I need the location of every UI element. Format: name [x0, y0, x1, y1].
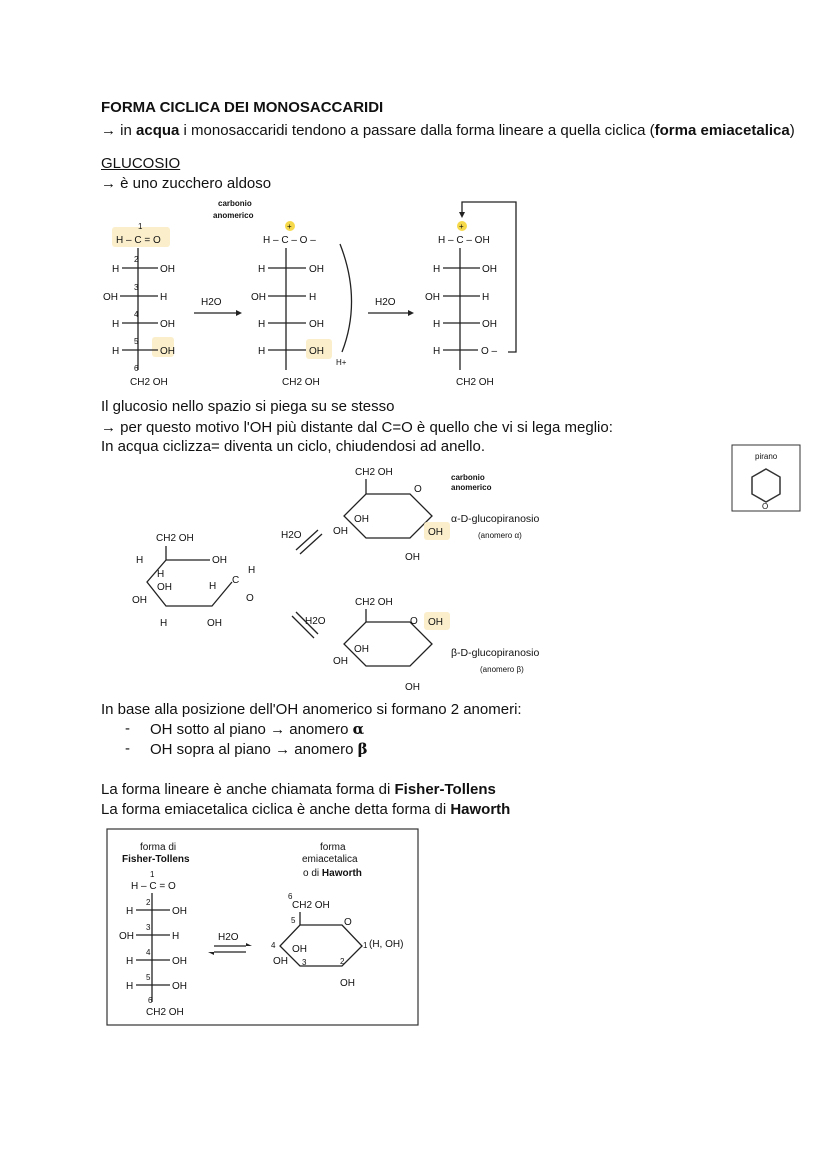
h-num-1: 1 — [363, 941, 368, 950]
alpha-sub: (anomero α) — [478, 531, 522, 540]
h-left-a: H — [136, 555, 144, 566]
alpha-name: α-D-glucopiranosio — [451, 513, 540, 525]
oh-right-4: OH — [160, 319, 175, 330]
anomer-beta-symbol: β — [357, 740, 368, 758]
ch2oh-left: CH2 OH — [156, 533, 194, 544]
c1-carbonyl: H – C = O — [116, 235, 161, 246]
ch2oh-beta: CH2 OH — [355, 597, 393, 608]
fisher-pre: La forma lineare è anche chiamata forma di — [101, 781, 395, 798]
h2o-label-2: H2O — [375, 297, 396, 308]
intro-pre: → in — [101, 122, 137, 139]
f3-h-2: H — [126, 906, 134, 917]
h-ring-a: H — [157, 569, 165, 580]
f3-num-3: 3 — [146, 923, 151, 932]
oh-right-4c: OH — [482, 319, 497, 330]
oh-alpha-bottom: OH — [405, 552, 420, 563]
paragraph-oh-bond: → per questo motivo l'OH più distante dal C=O è quello che vi si lega meglio: — [101, 419, 613, 436]
haworth-bold-label: Haworth — [321, 868, 362, 879]
h2o-label-1: H2O — [201, 297, 222, 308]
forma-label: forma — [320, 842, 346, 853]
intro-bold-forma: forma emiacetalica — [654, 122, 790, 139]
plus-charge-2: + — [459, 222, 464, 231]
h-num-2: 2 — [340, 957, 345, 966]
h-bottom-a: H — [160, 618, 168, 629]
f3-h-5: H — [126, 981, 134, 992]
oh-alpha-c4: OH — [354, 514, 369, 525]
oh-right-2b: OH — [309, 264, 324, 275]
h-aldehyde: H — [248, 565, 256, 576]
oh-right-2: OH — [160, 264, 175, 275]
h-right-3: H — [160, 292, 168, 303]
h-num-3: 3 — [302, 958, 307, 967]
carbonio-label-2: carbonio — [451, 473, 485, 482]
ch2oh-2: CH2 OH — [282, 377, 320, 388]
h-ring-b: H — [209, 581, 217, 592]
h-left-2b: H — [258, 264, 266, 275]
bullet-1: - — [125, 720, 130, 737]
haworth-pre: La forma emiacetalica ciclica è anche detta forma di — [101, 801, 451, 818]
h-oh-c2: OH — [340, 978, 355, 989]
f3-oh-4: OH — [172, 956, 187, 967]
o-di: o di — [303, 868, 322, 879]
haworth-bold: Haworth — [450, 801, 511, 818]
f3-oh-2: OH — [172, 906, 187, 917]
pirano-label: pirano — [755, 452, 778, 461]
anomer-alpha-symbol: α — [352, 720, 365, 738]
oh-bottom-a: OH — [207, 618, 222, 629]
h-ring-o: O — [344, 917, 352, 928]
oh-right-4b: OH — [309, 319, 324, 330]
num-3: 3 — [134, 283, 139, 292]
oh-alpha-anomeric: OH — [428, 527, 443, 538]
h-left-4c: H — [433, 319, 441, 330]
h-left-4b: H — [258, 319, 266, 330]
c1-hydroxyl: H – C – OH — [438, 235, 490, 246]
emiacetalica-label: emiacetalica — [302, 854, 358, 865]
h-anomeric: (H, OH) — [369, 939, 404, 950]
o-minus-5c: O – — [481, 346, 498, 357]
h-oh-c4: OH — [273, 956, 288, 967]
oh-beta-left: OH — [333, 656, 348, 667]
intro-bold-acqua: acqua — [136, 122, 180, 139]
o-alpha: O — [414, 484, 422, 495]
num-2: 2 — [134, 255, 139, 264]
oh-ring-a: OH — [157, 582, 172, 593]
anomerico-label: anomerico — [213, 211, 254, 220]
anomerico-label-2: anomerico — [451, 483, 492, 492]
f3-c1: H – C = O — [131, 881, 176, 892]
f3-h2o: H2O — [218, 932, 239, 943]
oh-right-2c: OH — [482, 264, 497, 275]
intro-post: ) — [789, 122, 795, 139]
f3-num-5: 5 — [146, 973, 151, 982]
f3-h-3: H — [172, 931, 180, 942]
paragraph-fold: Il glucosio nello spazio si piega su se stesso — [101, 398, 395, 415]
h-num-4: 4 — [271, 941, 276, 950]
f3-num-6: 6 — [148, 996, 153, 1005]
h-left-2c: H — [433, 264, 441, 275]
oh-right-5: OH — [160, 346, 175, 357]
oh-left-3: OH — [103, 292, 118, 303]
carbonio-label: carbonio — [218, 199, 252, 208]
oh-beta-anomeric: OH — [428, 617, 443, 628]
paragraph-anomeri: In base alla posizione dell'OH anomerico si formano 2 anomeri: — [101, 701, 522, 718]
c1-alkoxide: H – C – O – — [263, 235, 316, 246]
num-6: 6 — [134, 364, 139, 373]
oh-top: OH — [212, 555, 227, 566]
oh-beta-c4: OH — [354, 644, 369, 655]
o-di-haworth — [303, 868, 362, 879]
ch2oh-alpha: CH2 OH — [355, 467, 393, 478]
plus-charge-1: + — [287, 222, 292, 231]
f3-num-4: 4 — [146, 948, 151, 957]
f3-num-2: 2 — [146, 898, 151, 907]
section-heading-glucosio: GLUCOSIO — [101, 155, 181, 172]
glucosio-description: → è uno zucchero aldoso — [101, 175, 272, 192]
page-title: FORMA CICLICA DEI MONOSACCARIDI — [101, 99, 384, 116]
beta-sub: (anomero β) — [480, 665, 524, 674]
h-plus: H+ — [336, 358, 347, 367]
f3-oh-5: OH — [172, 981, 187, 992]
num-5: 5 — [134, 337, 139, 346]
f3-eq-bottom-head — [208, 952, 214, 955]
anomer-alpha-text: OH sotto al piano → anomero — [150, 721, 353, 738]
o-aldehyde: O — [246, 593, 254, 604]
f3-oh-3: OH — [119, 931, 134, 942]
h-left-5c: H — [433, 346, 441, 357]
bullet-2: - — [125, 740, 130, 757]
h2o-eq-1: H2O — [281, 530, 302, 541]
ch2oh-1: CH2 OH — [130, 377, 168, 388]
h-left-5: H — [112, 346, 120, 357]
h-right-3c: H — [482, 292, 490, 303]
oh-beta-bottom: OH — [405, 682, 420, 693]
oh-right-5b: OH — [309, 346, 324, 357]
c-aldehyde: C — [232, 575, 240, 586]
h-left-5b: H — [258, 346, 266, 357]
h-ch2oh: CH2 OH — [292, 900, 330, 911]
f3-eq-top-head — [246, 943, 252, 946]
f3-num-1: 1 — [150, 870, 155, 879]
oh-alpha-left: OH — [333, 526, 348, 537]
pirano-o: O — [762, 502, 769, 511]
h-oh-c4-up: OH — [292, 944, 307, 955]
h-num-5: 5 — [291, 916, 296, 925]
ch2oh-3: CH2 OH — [456, 377, 494, 388]
beta-name: β-D-glucopiranosio — [451, 647, 540, 659]
num-1: 1 — [138, 222, 143, 231]
h-num-6: 6 — [288, 892, 293, 901]
o-beta: O — [410, 616, 418, 627]
fisher-bold: Fisher-Tollens — [394, 781, 496, 798]
h-left-2: H — [112, 264, 120, 275]
intro-mid: i monosaccaridi tendono a passare dalla forma lineare a quella ciclica ( — [179, 122, 655, 139]
f3-h-4: H — [126, 956, 134, 967]
oh-left-a: OH — [132, 595, 147, 606]
forma-di: forma di — [140, 842, 177, 853]
paragraph-ciclizza: In acqua ciclizza= diventa un ciclo, chiudendosi ad anello. — [101, 438, 485, 455]
num-4: 4 — [134, 310, 139, 319]
f3-ch2oh: CH2 OH — [146, 1007, 184, 1018]
h2o-eq-2: H2O — [305, 616, 326, 627]
oh-left-3c: OH — [425, 292, 440, 303]
fisher-tollens-label: Fisher-Tollens — [122, 854, 190, 865]
h-right-3b: H — [309, 292, 317, 303]
anomer-beta-text: OH sopra al piano → anomero — [150, 741, 358, 758]
h-left-4: H — [112, 319, 120, 330]
oh-left-3b: OH — [251, 292, 266, 303]
